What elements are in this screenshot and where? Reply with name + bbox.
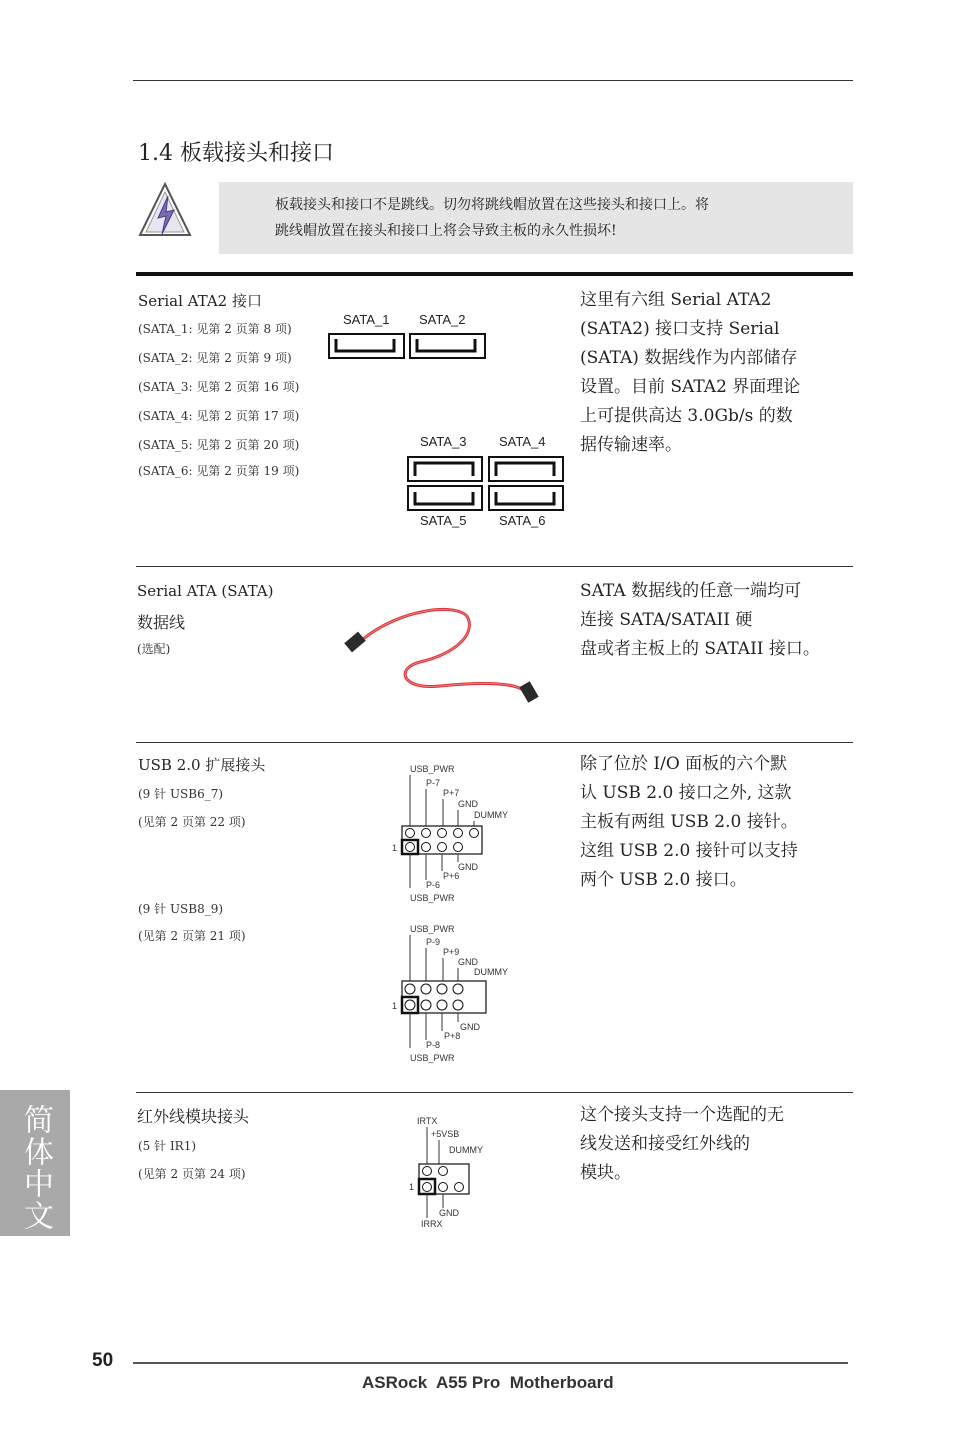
warning-icon	[136, 180, 194, 238]
sata-connectors-bottom	[407, 456, 565, 512]
usb-pin-1: (9 针 USB6_7)	[138, 787, 224, 801]
usb-ref-2: (见第 2 页第 21 项)	[138, 929, 246, 943]
svg-text:GND: GND	[458, 799, 478, 809]
usb-desc-5: 两个 USB 2.0 接口。	[580, 870, 747, 890]
cable-desc-1: SATA 数据线的任意一端均可	[580, 581, 802, 601]
svg-text:DUMMY: DUMMY	[474, 967, 508, 977]
svg-text:P-9: P-9	[426, 937, 441, 947]
svg-text:GND: GND	[458, 862, 478, 872]
cable-title-2: 数据线	[137, 613, 186, 632]
page-number: 50	[92, 1350, 114, 1371]
warning-line-1: 板载接头和接口不是跳线。切勿将跳线帽放置在这些接头和接口上。将	[275, 197, 709, 213]
svg-text:1: 1	[392, 843, 398, 853]
usb-description	[580, 750, 798, 895]
svg-text:USB_PWR: USB_PWR	[410, 1053, 455, 1063]
sata5-label: SATA_5	[420, 513, 467, 528]
svg-text:USB_PWR: USB_PWR	[410, 924, 455, 934]
ir-ref: (见第 2 页第 24 项)	[138, 1167, 246, 1181]
usb-desc-4: 这组 USB 2.0 接针可以支持	[580, 841, 798, 861]
sata-ref-1: (SATA_1: 见第 2 页第 8 项)	[138, 322, 292, 336]
sata-desc-2: (SATA2) 接口支持 Serial	[580, 319, 780, 339]
sata-desc-1: 这里有六组 Serial ATA2	[580, 290, 772, 310]
svg-text:P-8: P-8	[426, 1040, 441, 1050]
sata4-label: SATA_4	[499, 434, 546, 449]
svg-text:DUMMY: DUMMY	[474, 810, 508, 820]
top-rule	[133, 80, 853, 81]
sata1-label: SATA_1	[343, 312, 390, 327]
usb-header-diagram-1	[388, 760, 528, 908]
sata-ref-6: (SATA_6: 见第 2 页第 19 项)	[138, 464, 300, 478]
rule-ir	[136, 1092, 853, 1093]
sata3-label: SATA_3	[420, 434, 467, 449]
footer-rule	[133, 1362, 848, 1364]
ir-pin: (5 针 IR1)	[138, 1139, 197, 1153]
usb-title: USB 2.0 扩展接头	[138, 756, 266, 774]
cable-title: Serial ATA (SATA)	[137, 582, 274, 600]
ir-description	[580, 1101, 784, 1188]
usb-ref-1: (见第 2 页第 22 项)	[138, 815, 246, 829]
sata2-label: SATA_2	[419, 312, 466, 327]
svg-text:GND: GND	[439, 1208, 459, 1218]
rule-cable	[136, 566, 853, 567]
svg-text:USB_PWR: USB_PWR	[410, 764, 455, 774]
footer-product: ASRock A55 Pro Motherboard	[362, 1373, 614, 1392]
usb-desc-2: 认 USB 2.0 接口之外, 这款	[580, 783, 792, 803]
svg-text:GND: GND	[460, 1022, 480, 1032]
svg-text:P+6: P+6	[443, 871, 460, 881]
warning-box	[219, 182, 853, 254]
section-title: 1.4 板载接头和接口	[138, 141, 334, 166]
sata-ref-3: (SATA_3: 见第 2 页第 16 项)	[138, 380, 300, 394]
cable-description	[580, 577, 820, 664]
cable-note: (选配)	[137, 642, 171, 656]
usb-desc-1: 除了位於 I/O 面板的六个默	[580, 754, 788, 774]
ir-desc-2: 线发送和接受红外线的	[580, 1134, 750, 1154]
svg-text:+5VSB: +5VSB	[431, 1129, 460, 1139]
ir-title: 红外线模块接头	[137, 1107, 250, 1126]
sata-desc-3: (SATA) 数据线作为内部储存	[580, 348, 798, 368]
sata-description	[580, 286, 800, 460]
sata-ref-5: (SATA_5: 见第 2 页第 20 项)	[138, 438, 300, 452]
usb-header-diagram-2	[388, 920, 528, 1068]
usb-pin-2: (9 针 USB8_9)	[138, 902, 224, 916]
ir-desc-1: 这个接头支持一个选配的无	[580, 1105, 784, 1125]
ir-desc-3: 模块。	[580, 1163, 631, 1183]
svg-text:DUMMY: DUMMY	[449, 1145, 483, 1155]
svg-text:USB_PWR: USB_PWR	[410, 893, 455, 903]
rule-usb	[136, 742, 853, 743]
svg-text:IRRX: IRRX	[421, 1219, 443, 1229]
usb-desc-3: 主板有两组 USB 2.0 接针。	[580, 812, 798, 832]
section-divider	[136, 272, 853, 276]
sata-desc-4: 设置。目前 SATA2 界面理论	[580, 377, 801, 397]
svg-text:P+8: P+8	[444, 1031, 461, 1041]
svg-text:P-6: P-6	[426, 880, 441, 890]
svg-text:IRTX: IRTX	[417, 1116, 438, 1126]
sata-desc-5: 上可提供高达 3.0Gb/s 的数	[580, 406, 793, 426]
sata-cable-illustration	[340, 598, 550, 710]
svg-text:P-7: P-7	[426, 778, 441, 788]
cable-desc-2: 连接 SATA/SATAII 硬	[580, 610, 753, 630]
sata-desc-6: 据传输速率。	[580, 435, 682, 455]
sata-ref-4: (SATA_4: 见第 2 页第 17 项)	[138, 409, 300, 423]
sata-title: Serial ATA2 接口	[138, 292, 262, 310]
sata-connectors-top	[328, 333, 488, 361]
svg-text:P+7: P+7	[443, 788, 460, 798]
side-tab-label: 简体中文	[18, 1104, 53, 1232]
ir-header-diagram	[405, 1112, 505, 1234]
svg-text:GND: GND	[458, 957, 478, 967]
sata6-label: SATA_6	[499, 513, 546, 528]
svg-text:P+9: P+9	[443, 947, 460, 957]
sata-ref-2: (SATA_2: 见第 2 页第 9 项)	[138, 351, 292, 365]
svg-text:1: 1	[409, 1182, 415, 1192]
language-side-tab	[0, 1090, 70, 1236]
warning-line-2: 跳线帽放置在接头和接口上将会导致主板的永久性损坏!	[275, 223, 617, 239]
svg-text:1: 1	[392, 1001, 398, 1011]
cable-desc-3: 盘或者主板上的 SATAII 接口。	[580, 639, 820, 659]
